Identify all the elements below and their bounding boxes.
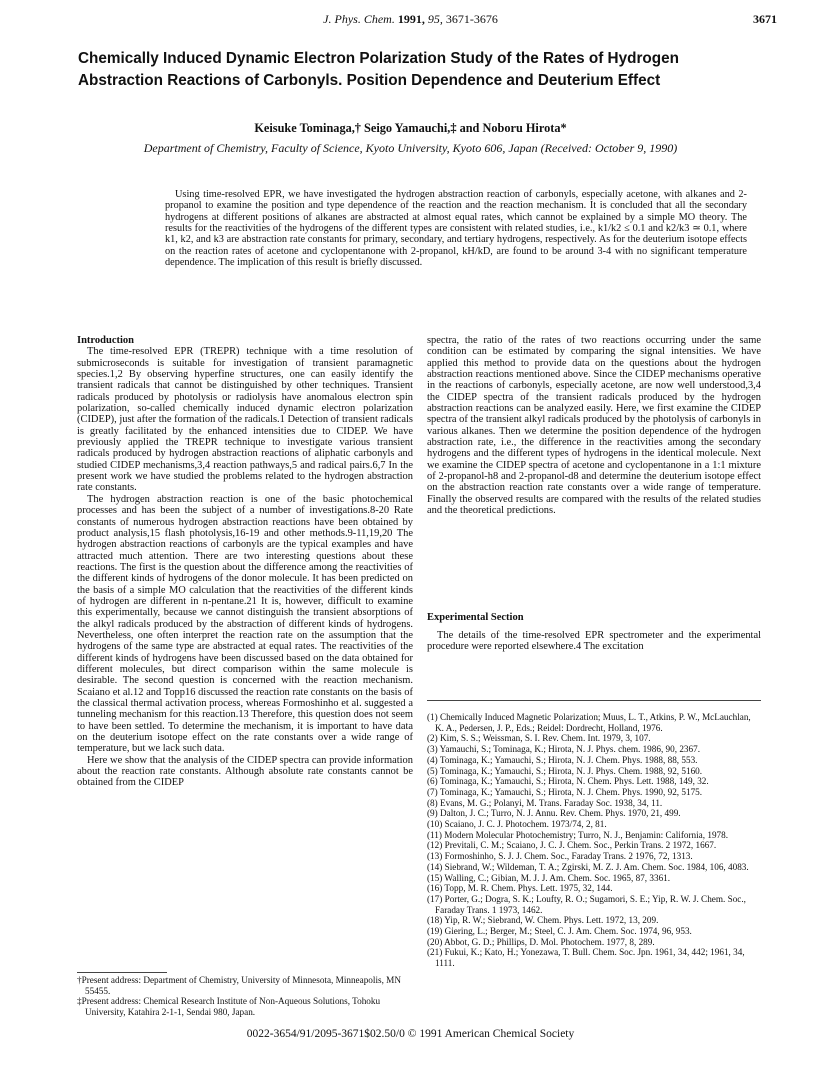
right-column (427, 335, 761, 517)
section-heading-introduction: Introduction (77, 335, 134, 346)
page-number: 3671 (753, 12, 777, 26)
intro-paragraph-3: Here we show that the analysis of the CIDEP spectra can provide information about the reaction rate constants. Although absolute rate constants cannot be obtained from the CIDEP (77, 754, 413, 789)
left-column (77, 335, 413, 789)
reference-item: (5) Tominaga, K.; Yamauchi, S.; Hirota, N. J. Phys. Chem. 1988, 92, 5160. (427, 765, 703, 776)
reference-item: (19) Giering, L.; Berger, M.; Steel, C. J. Am. Chem. Soc. 1974, 96, 953. (427, 926, 692, 937)
footnotes (77, 975, 413, 1017)
abstract (165, 189, 747, 268)
intro-paragraph-2: The hydrogen abstraction reaction is one of the basic photochemical processes and has been the subject of a number of investigations.8-20 Rate constants of numerous hydrogen abstraction reactions have been obtained by product analysis,15 flash photolysis,16-19 and other methods.9-11,19,20 The hydrogen abstraction reactions of carbonyls are the typical examples and have attracted much attention. There are two interesting questions about these reactions. The first is the question about the difference among the reactivities of the different kinds of hydrogens of the donor molecule. It has been predicted on the basis of a simple MO calculation that the reactivities of the different kinds of hydrogen are different in n-pentane.21 It is, however, difficult to examine this experimentally, because we cannot distinguish the transient absorptions of the alkyl radicals produced by the abstraction of different kinds of hydrogens. Nevertheless, one often interpret the reaction rate on the assumption that the hydrogens of the same type are abstracted at equal rates. The reactivities of the different kinds of hydrogens have been discussed based on the data obtained for different molecules, but direct comparison within the same molecule is desirable. The second question is concerned with the reaction mechanism. Scaiano et al.12 and Topp16 discussed the reaction rate constants on the basis of the classical thermal activation process, whereas Formoshinho et al. suggested a tunneling mechanism for this reaction.13 Therefore, this question does not seem to have been settled. To determine the mechanism, it is important to have data on the deuterium isotope effect on the rate constants over a wide range of temperature, but we lack such data. (77, 493, 413, 755)
reference-item: (17) Porter, G.; Dogra, S. K.; Loufty, R. O.; Sugamori, S. E.; Yip, R. W. J. Chem. Soc., Faraday Trans. 1 1973, 1462. (427, 893, 746, 915)
author-list: Keisuke Tominaga,† Seigo Yamauchi,‡ and Noboru Hirota* (254, 121, 567, 135)
reference-item: (13) Formoshinho, S. J. J. Chem. Soc., Faraday Trans. 2 1976, 72, 1313. (427, 851, 693, 862)
page-range: 3671-3676 (445, 12, 498, 26)
reference-item: (21) Fukui, K.; Kato, H.; Yonezawa, T. Bull. Chem. Soc. Jpn. 1961, 34, 442; 1961, 34, 1111. (427, 947, 745, 969)
footnote-divider (77, 972, 167, 973)
reference-item: (8) Evans, M. G.; Polanyi, M. Trans. Faraday Soc. 1938, 34, 11. (427, 797, 663, 808)
experimental-text: The details of the time-resolved EPR spectrometer and the experimental procedure were reported elsewhere.4 The excitation (427, 630, 761, 653)
reference-item: (1) Chemically Induced Magnetic Polarization; Muus, L. T., Atkins, P. W., McLauchlan, K. A., Pedersen, J. P., Eds.; Reidel: Dordrecht, Holland, 1976. (427, 712, 751, 733)
reference-item: (3) Yamauchi, S.; Tominaga, K.; Hirota, N. J. Phys. chem. 1986, 90, 2367. (427, 744, 701, 755)
article-title: Chemically Induced Dynamic Electron Polarization Study of the Rates of Hydrogen Abstraction Reactions of Carbonyls. Position Dependence and Deuterium Effect (78, 50, 679, 89)
reference-item: (10) Scaiano, J. C. J. Photochem. 1973/74, 2, 81. (427, 819, 607, 830)
intro-continuation: spectra, the ratio of the rates of two reactions occurring under the same condition can be estimated by comparing the signal intensities. We have applied this method to provide data on the questions about the hydrogen abstraction reactions mentioned above. Since the CIDEP mechanisms operative in the reactions of carbonyls, especially acetone, are now well understood,3,4 the CIDEP spectra of the transient radicals produced by the hydrogen abstraction reactions can be analyzed easily. Here, we first examine the CIDEP spectra of the transient alkyl radicals produced by the photolysis of carbonyls in various alkanes. Then we determine the position dependence of the hydrogen abstraction rate, i.e., the difference in the reactivities among the secondary hydrogens and the different types of hydrogens in the identical molecule. Next we examine the CIDEP spectra of acetone and cyclopentanone in a 1:1 mixture of 2-propanol-h8 and 2-propanol-d8 and determine the deuterium isotope effect on the abstraction reaction rate constants over a wide range of temperature. Finally the observed results are compared with the results of the related studies and the theoretical predictions. (427, 335, 761, 517)
reference-item: (12) Previtali, C. M.; Scaiano, J. C. J. Chem. Soc., Perkin Trans. 2 1972, 1667. (427, 840, 717, 851)
reference-item: (14) Siebrand, W.; Wildeman, T. A.; Zgirski, M. Z. J. Am. Chem. Soc. 1984, 106, 4083. (427, 861, 749, 872)
reference-item: (16) Topp, M. R. Chem. Phys. Lett. 1975, 32, 144. (427, 883, 613, 894)
references-divider (427, 700, 761, 701)
footnote-double-dagger: ‡Present address: Chemical Research Institute of Non-Aqueous Solutions, Tohoku University, Katahira 2-1-1, Sendai 980, Japan. (77, 996, 381, 1017)
journal-name: J. Phys. Chem. (323, 12, 395, 26)
reference-item: (9) Dalton, J. C.; Turro, N. J. Annu. Rev. Chem. Phys. 1970, 21, 499. (427, 808, 681, 819)
intro-paragraph-1: The time-resolved EPR (TREPR) technique with a time resolution of submicroseconds is suitable for investigation of transient paramagnetic species.1,2 By observing hyperfine structures, one can easily identify the transient radicals that cannot be distinguished by other techniques. Transient radicals produced by photolysis or radiolysis have anomalous electron spin polarization, so-called chemically induced dynamic electron polarization (CIDEP), just after the formation of the radicals.1 Detection of transient radicals is greatly facilitated by the enhanced intensities due to CIDEP. We have previously applied the TREPR technique to investigate various transient radicals produced by hydrogen abstraction reactions of aliphatic carbonyls and studied CIDEP mechanisms,3,4 reaction pathways,5 and radical pairs.6,7 In the present work we have studied the problems related to the hydrogen abstraction rate constants. (77, 346, 413, 494)
reference-item: (4) Tominaga, K.; Yamauchi, S.; Hirota, N. J. Chem. Phys. 1988, 88, 553. (427, 754, 698, 765)
abstract-text: Using time-resolved EPR, we have investigated the hydrogen abstraction reaction of carbonyls, especially acetone, with alkanes and 2-propanol to examine the position and type dependence of the reaction and the reaction mechanism. It is concluded that all the secondary hydrogens at different positions of alkanes are abstracted at almost equal rates, which cannot be explained by a simple MO theory. The results for the reactivities of the hydrogens of the different types are consistent with related studies, i.e., k1/k2 ≤ 0.1 and k2/k3 ≃ 0.1, where k1, k2, and k3 are abstraction rate constants for primary, secondary, and tertiary hydrogens, respectively. As for the deuterium isotope effects on the reaction rates of acetone and cyclopentanone with 2-propanol, kH/kD, are found to be around 3-4 with no significant temperature dependence. The implication of this result is briefly discussed. (165, 189, 747, 269)
reference-item: (7) Tominaga, K.; Yamauchi, S.; Hirota, N. J. Chem. Phys. 1990, 92, 5175. (427, 786, 703, 797)
reference-item: (15) Walling, C.; Gibian, M. J. J. Am. Chem. Soc. 1965, 87, 3361. (427, 872, 671, 883)
running-header (0, 12, 821, 27)
footnote-dagger: †Present address: Department of Chemistry, University of Minnesota, Minneapolis, MN 55455. (77, 975, 401, 996)
reference-item: (6) Tominaga, K.; Yamauchi, S.; Hirota, N. Chem. Phys. Lett. 1988, 149, 32. (427, 776, 709, 787)
section-heading-experimental: Experimental Section (427, 612, 524, 623)
journal-volume: 95, (427, 12, 443, 26)
experimental-text-block (427, 630, 761, 653)
affiliation: Department of Chemistry, Faculty of Science, Kyoto University, Kyoto 606, Japan (Received: October 9, 1990) (143, 141, 678, 155)
references-list (427, 712, 761, 969)
reference-item: (2) Kim, S. S.; Weissman, S. I. Rev. Chem. Int. 1979, 3, 107. (427, 733, 651, 744)
copyright-footer: 0022-3654/91/2095-3671$02.50/0 © 1991 American Chemical Society (246, 1028, 575, 1040)
reference-item: (20) Abbot, G. D.; Phillips, D. Mol. Photochem. 1977, 8, 289. (427, 936, 655, 947)
reference-item: (11) Modern Molecular Photochemistry; Turro, N. J., Benjamin: California, 1978. (427, 829, 729, 840)
journal-year: 1991, (397, 12, 425, 26)
reference-item: (18) Yip, R. W.; Siebrand, W. Chem. Phys. Lett. 1972, 13, 209. (427, 915, 659, 926)
